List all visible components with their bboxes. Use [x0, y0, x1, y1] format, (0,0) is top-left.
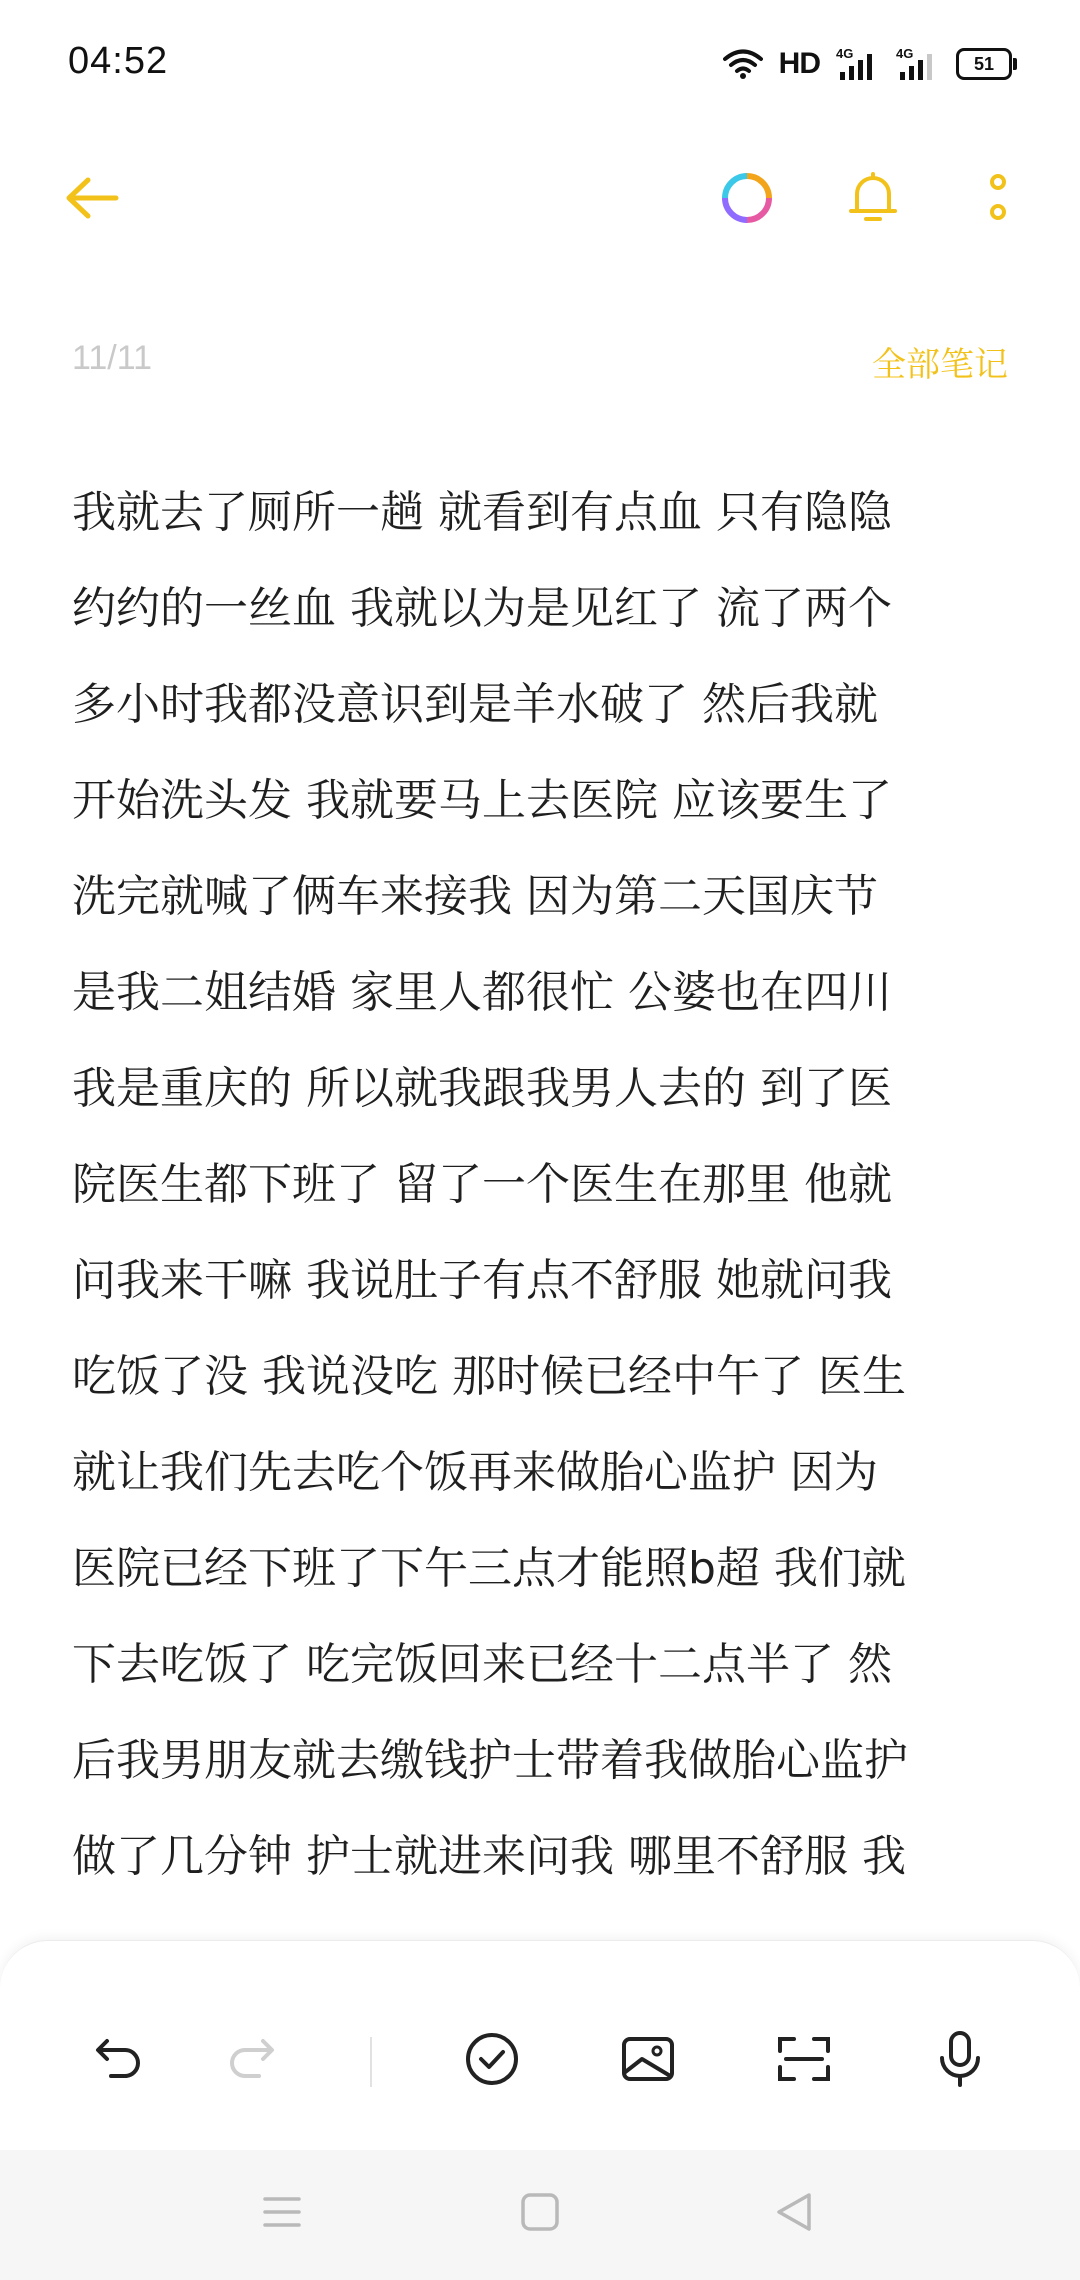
- note-line: 约约的一丝血 我就以为是见红了 流了两个: [72, 583, 892, 634]
- status-time: 04:52: [68, 40, 169, 82]
- voice-input-button[interactable]: [924, 2025, 996, 2097]
- note-line: 后我男朋友就去缴钱护士带着我做胎心监护: [72, 1735, 908, 1786]
- scan-icon: [776, 2033, 832, 2089]
- note-line: 院医生都下班了 留了一个医生在那里 他就: [72, 1159, 892, 1210]
- note-line: 吃饭了没 我说没吃 那时候已经中午了 医生: [72, 1351, 906, 1402]
- battery-icon: 51: [956, 48, 1012, 80]
- wifi-icon: [723, 48, 763, 80]
- network-label-1: 4G: [836, 46, 854, 61]
- undo-button[interactable]: [83, 2025, 155, 2097]
- check-circle-icon: [464, 2031, 520, 2091]
- hd-label: HD: [778, 47, 820, 80]
- page-count: 11/11: [72, 339, 153, 377]
- note-line: 多小时我都没意识到是羊水破了 然后我就: [72, 679, 878, 730]
- note-line: 下去吃饭了 吃完饭回来已经十二点半了 然: [72, 1639, 892, 1690]
- signal-icon-2: [896, 46, 940, 82]
- note-line: 就让我们先去吃个饭再来做胎心监护 因为: [72, 1447, 878, 1498]
- arrow-left-icon: [64, 176, 120, 224]
- back-button[interactable]: [52, 160, 132, 240]
- toolbar-divider: [370, 2037, 372, 2087]
- back-triangle-icon: [774, 2190, 814, 2238]
- network-label-2: 4G: [896, 46, 914, 61]
- home-square-icon: [520, 2192, 560, 2236]
- all-notes-link[interactable]: 全部笔记: [872, 345, 1008, 385]
- undo-icon: [93, 2033, 145, 2089]
- edit-toolbar: [0, 1940, 1080, 2151]
- note-toolbar: [0, 150, 1080, 250]
- reminder-button[interactable]: [833, 160, 913, 240]
- note-line: 我就去了厕所一趟 就看到有点血 只有隐隐: [72, 487, 892, 538]
- menu-icon: [262, 2194, 302, 2234]
- image-icon: [620, 2033, 676, 2089]
- note-line: 医院已经下班了下午三点才能照b超 我们就: [72, 1543, 906, 1594]
- redo-button[interactable]: [215, 2025, 287, 2097]
- recent-apps-button[interactable]: [250, 2182, 314, 2246]
- note-content[interactable]: [72, 478, 1016, 1958]
- bell-icon: [847, 170, 899, 230]
- more-button[interactable]: [958, 160, 1038, 240]
- home-button[interactable]: [508, 2182, 572, 2246]
- insert-image-button[interactable]: [612, 2025, 684, 2097]
- more-vertical-icon: [988, 172, 1008, 228]
- note-meta: [72, 335, 1008, 385]
- ai-assistant-button[interactable]: [707, 160, 787, 240]
- note-line: 我是重庆的 所以就我跟我男人去的 到了医: [72, 1063, 892, 1114]
- scan-button[interactable]: [768, 2025, 840, 2097]
- note-line: 是我二姐结婚 家里人都很忙 公婆也在四川: [72, 967, 892, 1018]
- redo-icon: [225, 2033, 277, 2089]
- system-back-button[interactable]: [762, 2182, 826, 2246]
- checklist-button[interactable]: [456, 2025, 528, 2097]
- system-navigation-bar: [0, 2150, 1080, 2280]
- note-line: 洗完就喊了俩车来接我 因为第二天国庆节: [72, 871, 878, 922]
- note-line: 问我来干嘛 我说肚子有点不舒服 她就问我: [72, 1255, 892, 1306]
- status-icons: [723, 42, 1012, 86]
- color-ring-icon: [721, 172, 773, 228]
- note-line: 开始洗头发 我就要马上去医院 应该要生了: [72, 775, 892, 826]
- status-bar: [0, 0, 1080, 130]
- note-line: 做了几分钟 护士就进来问我 哪里不舒服 我: [72, 1831, 906, 1882]
- microphone-icon: [936, 2030, 984, 2092]
- signal-icon-1: [836, 46, 880, 82]
